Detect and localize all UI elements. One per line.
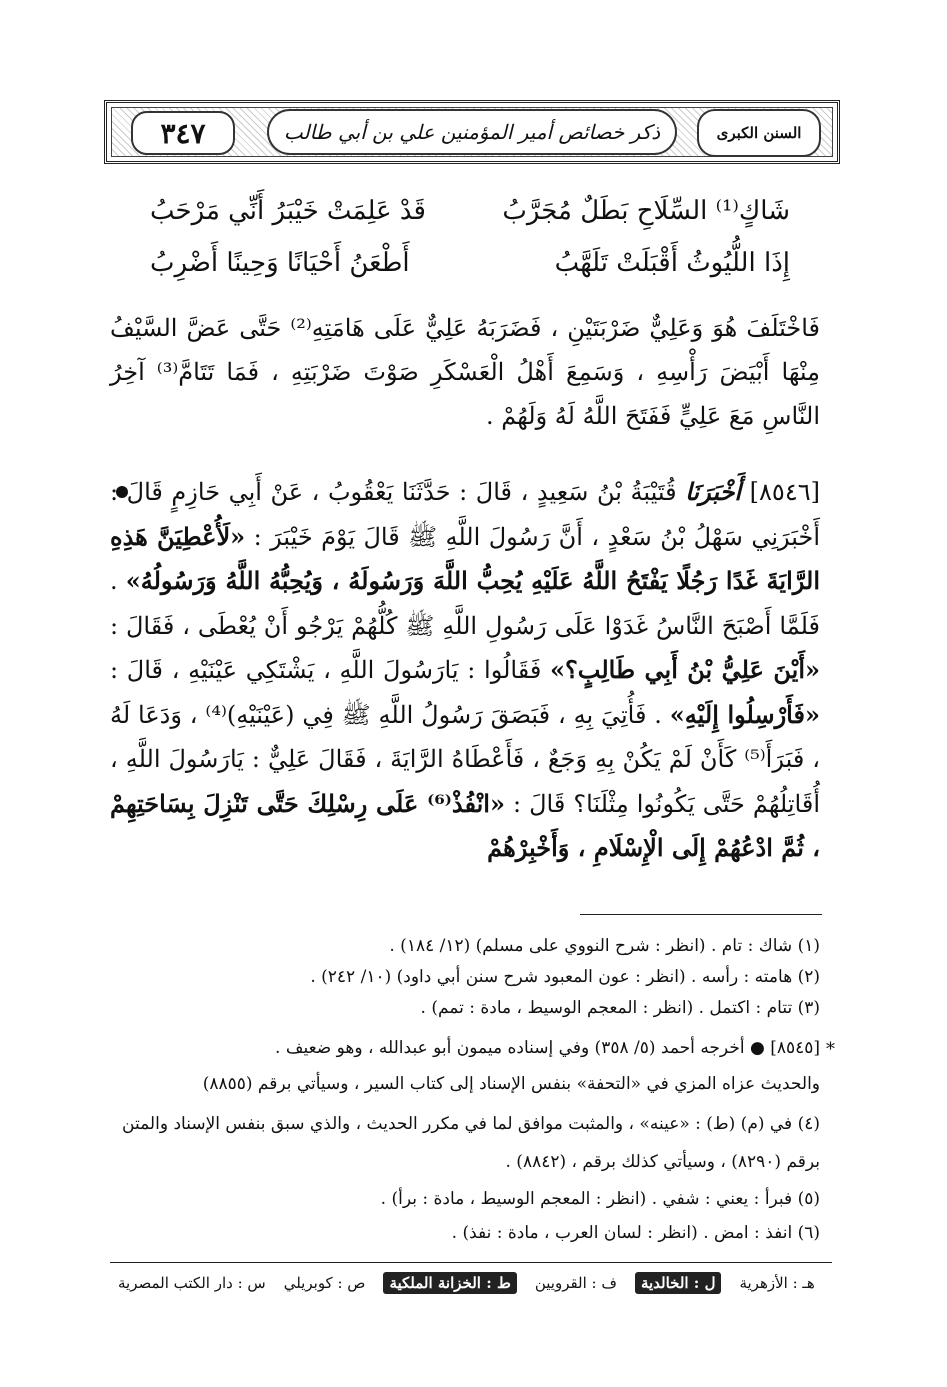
prophet-quote: «لَأُعْطِيَنَّ هَذِهِ الرَّايَةَ غَدًا رَجُلًا يَفْتَحُ اللَّهُ عَلَيْهِ يُحِبُّ اللَّهَ وَرَسُولَهُ ، وَيُحِبُّهُ اللَّهُ وَرَسُولُهُ» [110, 521, 820, 595]
hadith-text: فَقَالُوا : يَارَسُولَ اللَّهِ ، يَشْتَكِي عَيْنَيْهِ ، قَالَ : [110, 656, 542, 684]
footnote: (٥) فبرأ : يعني : شفي . (انظر : المعجم الوسيط ، مادة : برأ) . [380, 1189, 820, 1209]
footnote-takhrij: [٨٥٤٥] ● أخرجه أحمد (٥/ ٣٥٨) وفي إسناده ميمون أبو عبدالله ، وهو ضعيف . [275, 1038, 820, 1058]
footnote: (٢) هامته : رأسه . (انظر : عون المعبود شرح سنن أبي داود) (١٠/ ٢٤٢) . [310, 967, 820, 987]
key-l: ل : الخالدية [635, 1272, 722, 1294]
poem-hemistich: إِذَا اللُّيُوثُ أَقْبَلَتْ تَلَهَّبُ [554, 248, 790, 278]
prophet-quote: «فَأَرْسِلُوا إِلَيْهِ» [669, 699, 820, 729]
poem-hemistich: أَطْعَنُ أَحْيَانًا وَحِينًا أَضْرِبُ [150, 248, 410, 278]
footnote: (٦) انفذ : امض . (انظر : لسان العرب ، مادة : نفذ) . [451, 1223, 820, 1243]
key-f: ف : القرويين [534, 1274, 617, 1292]
key-t: ط : الخزانة الملكية [383, 1272, 516, 1294]
footnote-divider [580, 914, 822, 915]
hadith-text: . فَلَمَّا أَصْبَحَ النَّاسُ غَدَوْا عَلَى رَسُولِ اللَّهِ ﷺ كُلُّهُمْ يَرْجُو أَنْ يُعْطَى ، فَقَالَ : [110, 567, 820, 640]
key-s: س : دار الكتب المصرية [118, 1274, 266, 1292]
book-title-badge: السنن الكبرى [697, 109, 821, 157]
prophet-quote: «انْفُذْ⁽⁶⁾ عَلَى رِسْلِكَ حَتَّى تَنْزِلَ بِسَاحَتِهِمْ ، ثُمَّ ادْعُهُمْ إِلَى الْإِسْلَامِ ، وَأَخْبِرْهُمْ [110, 788, 820, 862]
footnote: برقم (٨٢٩٠) ، وسيأتي كذلك برقم ، (٨٨٤٢) . [505, 1152, 820, 1172]
chapter-title: ذكر خصائص أمير المؤمنين علي بن أبي طالب [267, 109, 677, 155]
footer-divider [110, 1262, 832, 1263]
hadith-akhbarana: أَخْبَرَنَا [685, 477, 742, 506]
key-p: ص : كوبريلي [283, 1274, 366, 1292]
page-number: ٣٤٧ [131, 111, 235, 155]
hadith-number: [٨٥٤٦] [749, 478, 820, 506]
poem-line-2 [150, 248, 790, 288]
poem-hemistich: قَدْ عَلِمَتْ خَيْبَرُ أَنِّي مَرْحَبُ [150, 196, 426, 226]
manuscript-key [118, 1268, 830, 1298]
hadith-text: . فَأُتِيَ بِهِ ، فَبَصَقَ رَسُولُ اللَّهِ ﷺ فِي (عَيْنَيْهِ)⁽⁴⁾ ، وَدَعَا لَهُ ، فَبَرَأَ⁽⁵⁾ كَأَنْ لَمْ يَكُنْ بِهِ وَجَعٌ ، فَأَعْطَاهُ الرَّايَةَ ، فَقَالَ عَلِيٌّ : يَارَسُولَ اللَّهِ ، أُقَاتِلُهُمْ حَتَّى يَكُونُوا مِثْلَنَا؟ قَالَ : [110, 700, 821, 818]
footnote: والحديث عزاه المزي في «التحفة» بنفس الإسناد إلى كتاب السير ، وسيأتي برقم (٨٨٥٥) [202, 1074, 820, 1094]
footnote: (١) شاك : تام . (انظر : شرح النووي على مسلم) (١٢/ ١٨٤) . [389, 936, 820, 956]
poem-line-1 [150, 196, 790, 236]
hadith-8546 [110, 470, 820, 871]
page-header [104, 100, 840, 164]
footnote-star-icon: * [826, 1039, 835, 1060]
prophet-quote: «أَيْنَ عَلِيُّ بْنُ أَبِي طَالِبٍ؟» [550, 655, 820, 684]
footnote: (٤) في (م) (ط) : «عينه» ، والمثبت موافق لما في مكرر الحديث ، والذي سبق بنفس الإسناد والمتن [122, 1114, 820, 1134]
paragraph-battle: فَاخْتَلَفَ هُوَ وَعَلِيٌّ ضَرْبَتَيْنِ ، فَضَرَبَهُ عَلِيٌّ عَلَى هَامَتِهِ⁽²⁾ حَتَّى عَضَّ السَّيْفُ مِنْهَا أَبْيَضَ رَأْسِهِ ، وَسَمِعَ أَهْلُ الْعَسْكَرِ صَوْتَ ضَرْبَتِهِ ، فَمَا تَتَامَّ⁽³⁾ آخِرُ النَّاسِ مَعَ عَلِيٍّ فَفَتَحَ اللَّهُ لَهُ وَلَهُمْ . [110, 314, 820, 430]
poem-hemistich: شَاكٍ⁽¹⁾ السِّلَاحِ بَطَلٌ مُجَرَّبُ [502, 196, 790, 226]
key-h: هـ : الأزهرية [739, 1274, 815, 1292]
footnote: (٣) تتام : اكتمل . (انظر : المعجم الوسيط ، مادة : تمم) . [420, 998, 820, 1018]
hadith-text: قُتَيْبَةُ بْنُ سَعِيدٍ ، قَالَ : حَدَّثَنَا يَعْقُوبُ ، عَنْ أَبِي حَازِمٍ قَالَ : أَخْبَرَنِي سَهْلُ بْنُ سَعْدٍ ، أَنَّ رَسُولَ اللَّهِ ﷺ قَالَ يَوْمَ خَيْبَرَ : [110, 478, 821, 551]
